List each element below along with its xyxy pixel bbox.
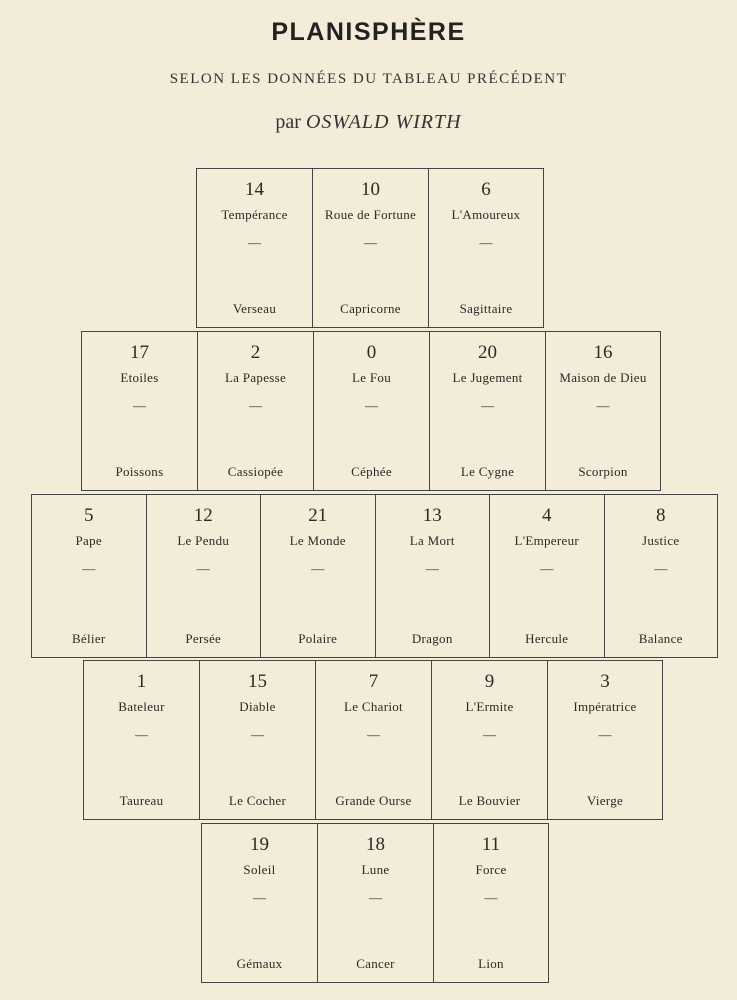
arcana-name: L'Empereur (514, 533, 580, 548)
constellation-name: Céphée (351, 464, 392, 479)
arcana-cell (312, 169, 428, 327)
arcana-name: Soleil (243, 862, 276, 877)
separator-dash: — (253, 890, 266, 905)
constellation-name: Bélier (71, 631, 106, 646)
constellation-name: Poissons (115, 464, 164, 479)
arcana-cell (260, 495, 375, 657)
arcana-number: 0 (366, 342, 377, 363)
arcana-cell (317, 824, 433, 982)
arcana-number: 3 (600, 671, 610, 692)
arcana-number: 19 (250, 834, 269, 855)
arcana-name: Le Pendu (177, 533, 230, 548)
arcana-number: 6 (481, 179, 491, 200)
separator-dash: — (369, 890, 382, 905)
arcana-name: Le Fou (352, 370, 391, 385)
separator-dash: — (133, 398, 146, 413)
constellation-name: Sagittaire (459, 301, 513, 316)
arcana-name: Roue de Fortune (324, 207, 417, 222)
separator-dash: — (311, 561, 325, 576)
arcana-name: Impératrice (573, 699, 637, 714)
constellation-name: Cancer (356, 956, 395, 971)
constellation-name: Gémaux (236, 956, 283, 971)
arcana-cell (547, 661, 663, 819)
separator-dash: — (484, 890, 498, 905)
arcana-number: 7 (368, 671, 379, 692)
separator-dash: — (365, 398, 378, 413)
arcana-name: Pape (75, 533, 102, 548)
constellation-name: Hercule (525, 631, 569, 646)
arcana-cell (196, 169, 312, 327)
arcana-number: 5 (84, 505, 94, 526)
arcana-cell (201, 824, 317, 982)
arcana-cell (429, 332, 545, 490)
arcana-number: 12 (193, 505, 213, 526)
arcana-cell (315, 661, 431, 819)
arcana-number: 15 (248, 671, 267, 692)
separator-dash: — (249, 398, 262, 413)
arcana-cell (83, 661, 199, 819)
separator-dash: — (82, 561, 96, 576)
arcana-cell (31, 495, 146, 657)
separator-dash: — (483, 727, 496, 742)
arcana-number: 21 (308, 505, 328, 526)
constellation-name: Polaire (298, 631, 338, 646)
arcana-number: 14 (245, 179, 264, 200)
arcana-cell (428, 169, 544, 327)
constellation-name: Le Bouvier (458, 793, 521, 808)
arcana-row (31, 494, 718, 658)
arcana-name: Lune (361, 862, 390, 877)
arcana-row (81, 331, 661, 491)
constellation-name: Lion (478, 956, 504, 971)
arcana-cell (433, 824, 549, 982)
arcana-number: 1 (136, 671, 147, 692)
arcana-cell (545, 332, 661, 490)
arcana-cell (431, 661, 547, 819)
arcana-number: 10 (361, 179, 380, 200)
arcana-name: Le Monde (289, 533, 346, 548)
arcana-name: Etoiles (120, 370, 159, 385)
constellation-name: Grande Ourse (335, 793, 412, 808)
arcana-cell (81, 332, 197, 490)
separator-dash: — (596, 398, 610, 413)
constellation-name: Balance (638, 631, 683, 646)
separator-dash: — (135, 727, 148, 742)
constellation-name: Cassiopée (227, 464, 284, 479)
constellation-name: Le Cocher (228, 793, 287, 808)
byline-prefix: par (275, 111, 301, 133)
arcana-number: 2 (250, 342, 261, 363)
constellation-name: Persée (185, 631, 222, 646)
arcana-row (201, 823, 549, 983)
separator-dash: — (364, 235, 377, 250)
constellation-name: Le Cygne (460, 464, 515, 479)
arcana-row (83, 660, 663, 820)
arcana-name: L'Ermite (465, 699, 514, 714)
arcana-cell (375, 495, 490, 657)
separator-dash: — (251, 727, 264, 742)
byline (0, 111, 737, 134)
arcana-name: Force (475, 862, 507, 877)
arcana-name: La Papesse (224, 370, 287, 385)
arcana-number: 11 (481, 834, 501, 855)
arcana-number: 4 (542, 505, 552, 526)
arcana-cell (146, 495, 261, 657)
separator-dash: — (196, 561, 210, 576)
separator-dash: — (425, 561, 439, 576)
arcana-cell (197, 332, 313, 490)
arcana-cell (604, 495, 719, 657)
constellation-name: Taureau (119, 793, 164, 808)
constellation-name: Vierge (586, 793, 624, 808)
author-name: OSWALD WIRTH (305, 111, 462, 133)
page-subtitle: SELON LES DONNÉES DU TABLEAU PRÉCÉDENT (169, 71, 568, 87)
arcana-name: Justice (642, 533, 680, 548)
page-title: PLANISPHÈRE (271, 18, 466, 46)
arcana-name: L'Amoureux (451, 207, 521, 222)
arcana-number: 18 (366, 834, 385, 855)
arcana-name: Maison de Dieu (559, 370, 647, 385)
arcana-number: 17 (130, 342, 149, 363)
arcana-number: 13 (422, 505, 442, 526)
separator-dash: — (248, 235, 261, 250)
separator-dash: — (540, 561, 554, 576)
arcana-number: 20 (478, 342, 497, 363)
constellation-name: Verseau (232, 301, 277, 316)
arcana-name: Le Jugement (452, 370, 523, 385)
arcana-number: 8 (656, 505, 666, 526)
separator-dash: — (654, 561, 668, 576)
arcana-name: Bateleur (118, 699, 165, 714)
constellation-name: Dragon (411, 631, 453, 646)
separator-dash: — (479, 235, 493, 250)
arcana-name: Diable (239, 699, 276, 714)
separator-dash: — (598, 727, 612, 742)
constellation-name: Capricorne (340, 301, 401, 316)
arcana-row (196, 168, 544, 328)
arcana-number: 9 (484, 671, 495, 692)
arcana-name: Tempérance (221, 207, 288, 222)
separator-dash: — (367, 727, 380, 742)
constellation-name: Scorpion (578, 464, 628, 479)
arcana-cell (199, 661, 315, 819)
separator-dash: — (481, 398, 494, 413)
arcana-cell (313, 332, 429, 490)
arcana-name: La Mort (409, 533, 455, 548)
arcana-cell (489, 495, 604, 657)
arcana-number: 16 (593, 342, 613, 363)
arcana-name: Le Chariot (344, 699, 403, 714)
